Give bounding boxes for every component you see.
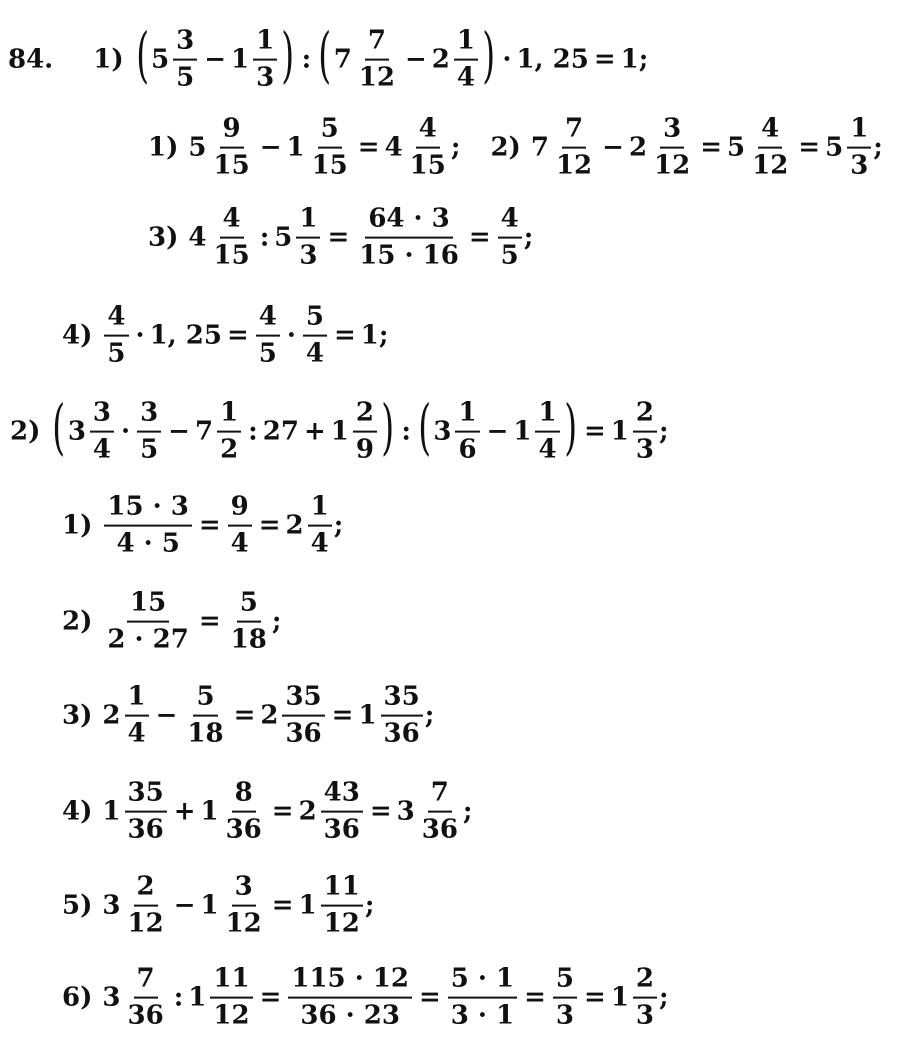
operator: −: [602, 133, 624, 163]
whole-part: 3: [433, 417, 452, 447]
expression-text: 1;: [360, 321, 389, 351]
operator: ·: [286, 321, 296, 351]
operator: =: [258, 511, 281, 541]
whole-part: 5: [151, 45, 170, 75]
denominator: 18: [230, 624, 267, 655]
numerator: 1: [308, 493, 332, 527]
mixed-number: [188, 115, 254, 182]
fraction: [419, 779, 461, 846]
whole-part: 3: [102, 891, 121, 921]
fraction: [651, 115, 693, 182]
operator: ·: [135, 321, 145, 351]
numerator: 7: [428, 779, 452, 813]
denominator: 3: [635, 1000, 654, 1031]
mixed-number: [358, 683, 424, 750]
fraction: [253, 27, 277, 94]
parenthesis: (: [52, 393, 66, 463]
numerator: 4: [498, 205, 522, 239]
whole-part: 3: [102, 983, 121, 1013]
whole-part: 2: [628, 133, 648, 163]
item-label: 2): [62, 607, 93, 637]
equation-line-p2-step4: [62, 779, 473, 846]
mixed-number: [200, 779, 266, 846]
operator: =: [357, 133, 380, 163]
fraction: [321, 779, 363, 846]
numerator: 3: [232, 873, 256, 907]
mixed-number: [825, 115, 873, 182]
numerator: 7: [365, 27, 389, 61]
fraction: [356, 27, 398, 94]
fraction: [90, 399, 114, 466]
denominator: 36: [323, 814, 360, 845]
whole-part: 1: [358, 701, 377, 731]
numerator: 2: [633, 965, 657, 999]
operator: :: [301, 45, 312, 75]
expression-text: ;: [333, 511, 344, 541]
numerator: 1: [535, 399, 559, 433]
denominator: 3 · 1: [450, 1000, 515, 1031]
whole-part: 2: [260, 701, 279, 731]
fraction: [309, 115, 351, 182]
fraction: [125, 683, 149, 750]
operator: =: [331, 701, 354, 731]
numerator: 4: [256, 303, 280, 337]
numerator: 15 · 3: [104, 493, 191, 527]
denominator: 4: [92, 434, 112, 465]
fraction: [211, 205, 253, 272]
fraction: [296, 205, 320, 272]
operator: :: [401, 417, 411, 447]
denominator: 4: [538, 434, 557, 465]
fraction: [184, 683, 226, 750]
denominator: 15: [213, 240, 250, 271]
denominator: 12: [654, 150, 691, 181]
numerator: 5: [237, 589, 261, 623]
denominator: 3: [256, 62, 275, 93]
numerator: 35: [381, 683, 423, 717]
mixed-number: [727, 115, 793, 182]
mixed-number: [513, 399, 561, 466]
item-label: 1): [148, 133, 179, 163]
parenthesis: (: [318, 21, 332, 91]
denominator: 36: [421, 814, 458, 845]
numerator: 7: [562, 115, 586, 149]
operator: ·: [121, 417, 131, 447]
operator: :: [248, 417, 258, 447]
mixed-number: [299, 873, 365, 940]
fraction: [210, 965, 252, 1032]
parenthesis: ): [563, 393, 577, 463]
expression-text: ;: [271, 607, 282, 637]
mixed-number: [68, 399, 116, 466]
item-label: 5): [62, 891, 93, 921]
whole-part: 1: [298, 891, 317, 921]
numerator: 35: [282, 683, 324, 717]
denominator: 3: [850, 150, 869, 181]
equation-line-p2-step1: [62, 493, 343, 560]
numerator: 3: [660, 115, 684, 149]
expression-text: ;: [658, 417, 669, 447]
denominator: 36: [127, 814, 164, 845]
item-label: 1): [93, 45, 124, 75]
fraction: [256, 303, 280, 370]
numerator: 4: [220, 205, 244, 239]
fraction: [125, 873, 167, 940]
fraction: [455, 399, 479, 466]
denominator: 5: [258, 338, 277, 369]
operator: ·: [502, 45, 512, 75]
mixed-number: [188, 965, 254, 1032]
parenthesis: ): [281, 21, 295, 91]
denominator: 5: [500, 240, 519, 271]
fraction: [321, 873, 363, 940]
equation-line-p2-step6: [62, 965, 669, 1032]
whole-part: 2: [285, 511, 304, 541]
expression-text: ;: [659, 983, 669, 1013]
equation-line-p1-step3: [148, 205, 533, 272]
item-label: 84.: [8, 45, 54, 75]
denominator: 4: [310, 528, 329, 559]
whole-part: 1: [188, 983, 207, 1013]
whole-part: 7: [333, 45, 352, 75]
mixed-number: [334, 27, 400, 94]
operator: =: [271, 891, 294, 921]
mixed-number: [286, 115, 352, 182]
operator: −: [259, 133, 282, 163]
fraction: [303, 303, 327, 370]
numerator: 2: [353, 399, 377, 433]
denominator: 36: [127, 1000, 164, 1031]
mixed-number: [102, 873, 168, 940]
denominator: 2: [220, 434, 239, 465]
operator: −: [404, 45, 427, 75]
operator: −: [155, 701, 178, 731]
item-label: 1): [62, 511, 93, 541]
operator: :: [259, 223, 270, 253]
denominator: 12: [213, 1000, 250, 1031]
item-label: 2): [10, 417, 41, 447]
mixed-number: [188, 205, 254, 272]
whole-part: 2: [102, 701, 121, 731]
whole-part: 2: [431, 45, 450, 75]
equation-line-p1-step4: [62, 303, 389, 370]
denominator: 36: [383, 718, 420, 749]
whole-part: 3: [396, 797, 415, 827]
denominator: 15 · 16: [359, 240, 459, 271]
operator: =: [418, 983, 441, 1013]
numerator: 43: [321, 779, 363, 813]
numerator: 1: [217, 399, 241, 433]
fraction: [633, 965, 657, 1032]
denominator: 2 · 27: [107, 624, 189, 655]
expression-text: ;: [873, 133, 883, 163]
equation-line-p2-step5: [62, 873, 374, 940]
fraction: [228, 589, 270, 656]
fraction: [125, 965, 167, 1032]
fraction: [356, 205, 462, 272]
numerator: 1: [253, 27, 277, 61]
whole-part: 5: [274, 223, 293, 253]
mixed-number: [274, 205, 322, 272]
fraction: [407, 115, 449, 182]
whole-part: 4: [384, 133, 403, 163]
operator: +: [303, 417, 326, 447]
denominator: 5: [107, 338, 126, 369]
numerator: 3: [90, 399, 114, 433]
numerator: 5: [303, 303, 327, 337]
whole-part: 1: [102, 797, 121, 827]
numerator: 1: [296, 205, 320, 239]
fraction: [454, 27, 478, 94]
fraction: [498, 205, 522, 272]
operator: =: [198, 607, 221, 637]
denominator: 15: [409, 150, 446, 181]
operator: −: [204, 45, 227, 75]
numerator: 115 · 12: [288, 965, 412, 999]
mixed-number: [432, 27, 480, 94]
item-label: 3): [148, 223, 179, 253]
mixed-number: [433, 399, 481, 466]
whole-part: 1: [200, 891, 219, 921]
numerator: 2: [633, 399, 657, 433]
fraction: [308, 493, 332, 560]
fraction: [211, 115, 253, 182]
mixed-number: [231, 27, 279, 94]
numerator: 1: [455, 399, 479, 433]
whole-part: 1: [513, 417, 532, 447]
numerator: 4: [758, 115, 782, 149]
fraction: [223, 779, 265, 846]
denominator: 5: [140, 434, 159, 465]
mixed-number: [151, 27, 199, 94]
numerator: 7: [134, 965, 158, 999]
whole-part: 5: [188, 133, 207, 163]
operator: +: [173, 797, 196, 827]
fraction: [104, 589, 191, 656]
operator: =: [700, 133, 723, 163]
denominator: 12: [323, 908, 360, 939]
mixed-number: [531, 115, 597, 182]
expression-text: ;: [523, 223, 534, 253]
fraction: [104, 493, 191, 560]
whole-part: 7: [194, 417, 214, 447]
denominator: 4: [127, 718, 146, 749]
operator: −: [173, 891, 196, 921]
operator: =: [259, 983, 282, 1013]
equation-line-p2-step3: [62, 683, 434, 750]
parenthesis: (: [418, 393, 432, 463]
fraction: [633, 399, 657, 466]
denominator: 36: [225, 814, 262, 845]
fraction: [282, 683, 324, 750]
fraction: [553, 965, 577, 1032]
operator: :: [173, 983, 184, 1013]
numerator: 15: [127, 589, 169, 623]
item-label: 6): [62, 983, 93, 1013]
fraction: [847, 115, 871, 182]
numerator: 5: [553, 965, 577, 999]
mixed-number: [629, 115, 695, 182]
whole-part: 3: [67, 417, 86, 447]
operator: =: [233, 701, 256, 731]
item-label: 4): [62, 321, 93, 351]
equation-line-p1-step12: [148, 115, 883, 182]
operator: =: [468, 223, 491, 253]
denominator: 5: [176, 62, 195, 93]
mixed-number: [611, 965, 659, 1032]
whole-part: 1: [200, 797, 219, 827]
expression-text: ;: [450, 133, 461, 163]
numerator: 5: [318, 115, 342, 149]
fraction: [535, 399, 559, 466]
mixed-number: [331, 399, 379, 466]
numerator: 4: [104, 303, 128, 337]
fraction: [137, 399, 161, 466]
denominator: 3: [555, 1000, 575, 1031]
denominator: 12: [127, 908, 164, 939]
operator: =: [369, 797, 392, 827]
whole-part: 7: [530, 133, 549, 163]
denominator: 6: [458, 434, 477, 465]
expression-text: 1, 25: [516, 45, 589, 75]
operator: =: [583, 417, 606, 447]
denominator: 4: [230, 528, 249, 559]
operator: =: [271, 797, 294, 827]
mixed-number: [611, 399, 659, 466]
expression-text: 1;: [620, 45, 649, 75]
whole-part: 5: [825, 133, 844, 163]
fraction: [104, 303, 128, 370]
numerator: 9: [228, 493, 252, 527]
denominator: 4 · 5: [116, 528, 180, 559]
fraction: [381, 683, 423, 750]
operator: =: [584, 983, 606, 1013]
expression-text: ;: [462, 797, 473, 827]
mixed-number: [397, 779, 463, 846]
numerator: 8: [232, 779, 256, 813]
numerator: 4: [416, 115, 440, 149]
denominator: 36 · 23: [300, 1000, 400, 1031]
expression-text: ;: [364, 891, 375, 921]
denominator: 3: [635, 434, 654, 465]
numerator: 1: [847, 115, 871, 149]
denominator: 12: [225, 908, 262, 939]
whole-part: 1: [610, 983, 629, 1013]
parenthesis: ): [381, 393, 395, 463]
numerator: 3: [173, 27, 197, 61]
whole-part: 1: [286, 133, 305, 163]
expression-text: ;: [424, 701, 435, 731]
denominator: 4: [456, 62, 475, 93]
numerator: 11: [321, 873, 363, 907]
numerator: 11: [210, 965, 252, 999]
fraction: [217, 399, 241, 466]
whole-part: 5: [727, 133, 746, 163]
mixed-number: [260, 683, 326, 750]
fraction: [448, 965, 517, 1032]
operator: =: [198, 511, 221, 541]
whole-part: 1: [231, 45, 250, 75]
fraction: [173, 27, 197, 94]
whole-part: 2: [298, 797, 317, 827]
mixed-number: [102, 683, 150, 750]
fraction: [353, 399, 377, 466]
expression-text: 1, 25: [149, 321, 222, 351]
numerator: 9: [220, 115, 244, 149]
mixed-number: [102, 965, 168, 1032]
parenthesis: (: [135, 21, 149, 91]
denominator: 3: [299, 240, 318, 271]
mixed-number: [195, 399, 243, 466]
fraction: [553, 115, 595, 182]
mixed-number: [299, 779, 365, 846]
whole-part: 1: [330, 417, 349, 447]
denominator: 12: [752, 150, 789, 181]
numerator: 2: [134, 873, 158, 907]
operator: =: [327, 223, 350, 253]
fraction: [228, 493, 252, 560]
numerator: 1: [125, 683, 149, 717]
whole-part: 1: [610, 417, 629, 447]
denominator: 18: [187, 718, 224, 749]
denominator: 12: [555, 150, 593, 181]
mixed-number: [385, 115, 451, 182]
denominator: 36: [285, 718, 322, 749]
denominator: 4: [305, 338, 324, 369]
whole-part: 4: [188, 223, 207, 253]
operator: −: [486, 417, 509, 447]
operator: =: [226, 321, 249, 351]
operator: =: [524, 983, 546, 1013]
mixed-number: [200, 873, 266, 940]
operator: =: [593, 45, 616, 75]
denominator: 15: [311, 150, 348, 181]
operator: =: [798, 133, 821, 163]
operator: −: [168, 417, 190, 447]
fraction: [125, 779, 167, 846]
item-label: 2): [490, 133, 521, 163]
parenthesis: ): [482, 21, 496, 91]
denominator: 15: [213, 150, 250, 181]
numerator: 64 · 3: [365, 205, 452, 239]
operator: =: [334, 321, 356, 351]
equation-line-p1-main: [8, 21, 649, 94]
item-label: 4): [62, 797, 93, 827]
fraction: [288, 965, 412, 1032]
denominator: 9: [355, 434, 374, 465]
denominator: 12: [358, 62, 395, 93]
mixed-number: [102, 779, 168, 846]
equation-line-p2-main: [10, 393, 669, 466]
fraction: [223, 873, 265, 940]
numerator: 1: [454, 27, 478, 61]
fraction: [749, 115, 791, 182]
numerator: 35: [125, 779, 167, 813]
mixed-number: [286, 493, 334, 560]
numerator: 5 · 1: [448, 965, 517, 999]
equation-line-p2-step2: [62, 589, 281, 656]
numerator: 3: [137, 399, 161, 433]
item-label: 3): [62, 701, 93, 731]
expression-text: 27: [262, 417, 299, 447]
numerator: 5: [193, 683, 217, 717]
